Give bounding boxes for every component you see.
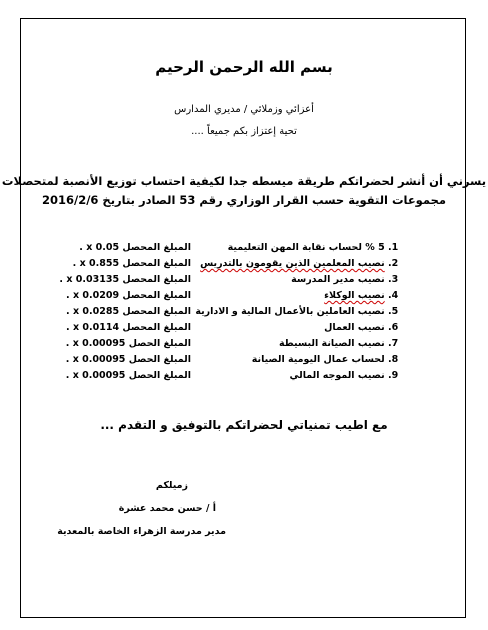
amount-formula: المبلغ المحصل x 0.03135 . [59,274,191,285]
list-item-number: 4. [388,290,399,301]
greeting-line: أعزائي وزملائي / مديري المدارس [174,104,314,115]
list-item-number: 8. [388,354,399,365]
signature-title: زميلكم [155,480,188,491]
list-item [252,354,404,365]
list-item [324,290,404,301]
amount-formula: المبلغ الحصل x 0.00095 . [65,370,191,381]
list-item [291,274,404,285]
amount-formula: المبلغ الحصل x 0.00095 . [65,338,191,349]
intro-line-2: مجموعات التقوية حسب القرار الوزاري رقم 53 الصادر بتاريخ 2016/2/6 [41,193,447,207]
list-item-label: نصيب مدير المدرسة [291,274,385,285]
list-item-number: 3. [388,274,399,285]
amount-formula: المبلغ المحصل x 0.855 . [72,258,191,269]
list-item-label: 5 % لحساب نقابة المهن التعليمية [227,242,385,253]
list-item-label: نصيب المعلمين الذين يقومون بالتدريس [200,258,385,269]
amount-formula: المبلغ المحصل x 0.0114 . [66,322,191,333]
amount-formula: المبلغ الحصل x 0.00095 . [65,354,191,365]
list-item [324,322,404,333]
list-item [200,258,404,269]
list-item-label: نصيب الصيانة البسيطة [278,338,385,349]
list-item [290,370,404,381]
list-item-number: 7. [388,338,399,349]
list-item [195,306,404,317]
list-item-label: نصيب العاملين بالأعمال المالية و الادارية [195,306,385,317]
list-item-label: نصيب الموجه المالي [289,370,385,381]
signature-name: أ / حسن محمد عشرة [118,503,216,514]
basmala-heading: بسم الله الرحمن الرحيم [155,58,333,76]
list-item-number: 1. [388,242,399,253]
amount-formula: المبلغ المحصل x 0.05 . [79,242,191,253]
list-item-label: نصيب العمال [324,322,385,333]
list-item-number: 9. [388,370,399,381]
amount-formula: المبلغ المحصل x 0.0209 . [66,290,191,301]
signature-role: مدير مدرسة الزهراء الخاصة بالمعدية [57,526,226,537]
greeting-salutation: تحية إعتزاز بكم جميعاً .... [191,126,297,137]
list-item-number: 6. [388,322,399,333]
intro-line-1: يسرني أن أنشر لحضراتكم طريقة ميسطه جدا لكيفية احتساب توزيع الأنصبة لمتحصلات [1,174,487,188]
list-item [279,338,404,349]
list-item-label: نصيب الوكلاء [324,290,385,301]
list-item-number: 2. [388,258,399,269]
closing-line: مع اطيب تمنياتي لحضراتكم بالتوفيق و التقدم ... [100,418,388,432]
list-item [228,242,404,253]
list-item-number: 5. [388,306,399,317]
amount-formula: المبلغ المحصل x 0.0285 . [66,306,191,317]
list-item-label: لحساب عمال اليومية الصيانة [251,354,385,365]
